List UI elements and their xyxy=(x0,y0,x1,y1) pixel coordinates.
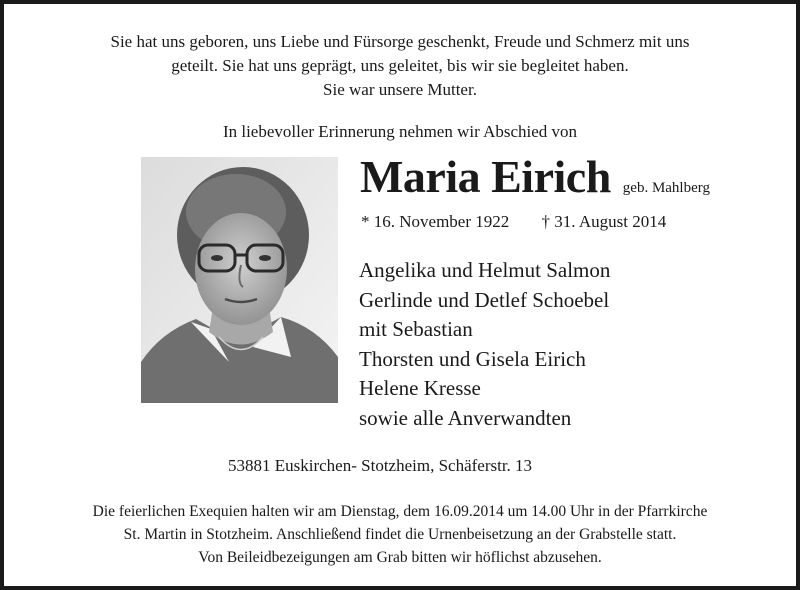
intro-line: Sie hat uns geboren, uns Liebe und Fürsorge geschenkt, Freude und Schmerz mit uns xyxy=(110,32,690,51)
deceased-name: Maria Eirich xyxy=(360,151,611,202)
service-notice xyxy=(0,500,800,569)
mourner-line: Helene Kresse xyxy=(359,376,481,401)
notice-line: Von Beileidbezeigungen am Grab bitten wir höflichst abzusehen. xyxy=(198,549,602,566)
death-date: † 31. August 2014 xyxy=(541,212,667,231)
deceased-name-block xyxy=(360,150,710,203)
farewell-line: In liebevoller Erinnerung nehmen wir Abschied von xyxy=(222,122,578,141)
intro-poem xyxy=(0,30,800,102)
mourners-list xyxy=(359,256,610,434)
birth-date: * 16. November 1922 xyxy=(361,212,510,231)
mourner-line: Angelika und Helmut Salmon xyxy=(359,258,611,282)
family-address: 53881 Euskirchen- Stotzheim, Schäferstr. 13 xyxy=(228,456,533,475)
portrait-photo xyxy=(141,157,338,403)
mourner-line: Gerlinde und Detlef Schoebel xyxy=(359,287,610,312)
mourner-line: sowie alle Anverwandten xyxy=(359,405,572,430)
notice-line: Die feierlichen Exequien halten wir am Dienstag, dem 16.09.2014 um 14.00 Uhr in der Pfarrkirche xyxy=(92,503,708,520)
life-dates xyxy=(361,212,666,232)
intro-line: Sie war unsere Mutter. xyxy=(323,80,477,99)
portrait-icon xyxy=(141,157,338,403)
mourner-line: mit Sebastian xyxy=(359,317,473,342)
intro-line: geteilt. Sie hat uns geprägt, uns geleitet, bis wir sie begleitet haben. xyxy=(171,56,629,75)
birth-name: geb. Mahlberg xyxy=(622,180,710,196)
mourner-line: Thorsten und Gisela Eirich xyxy=(359,346,586,371)
notice-line: St. Martin in Stotzheim. Anschließend findet die Urnenbeisetzung an der Grabstelle statt. xyxy=(123,526,677,543)
